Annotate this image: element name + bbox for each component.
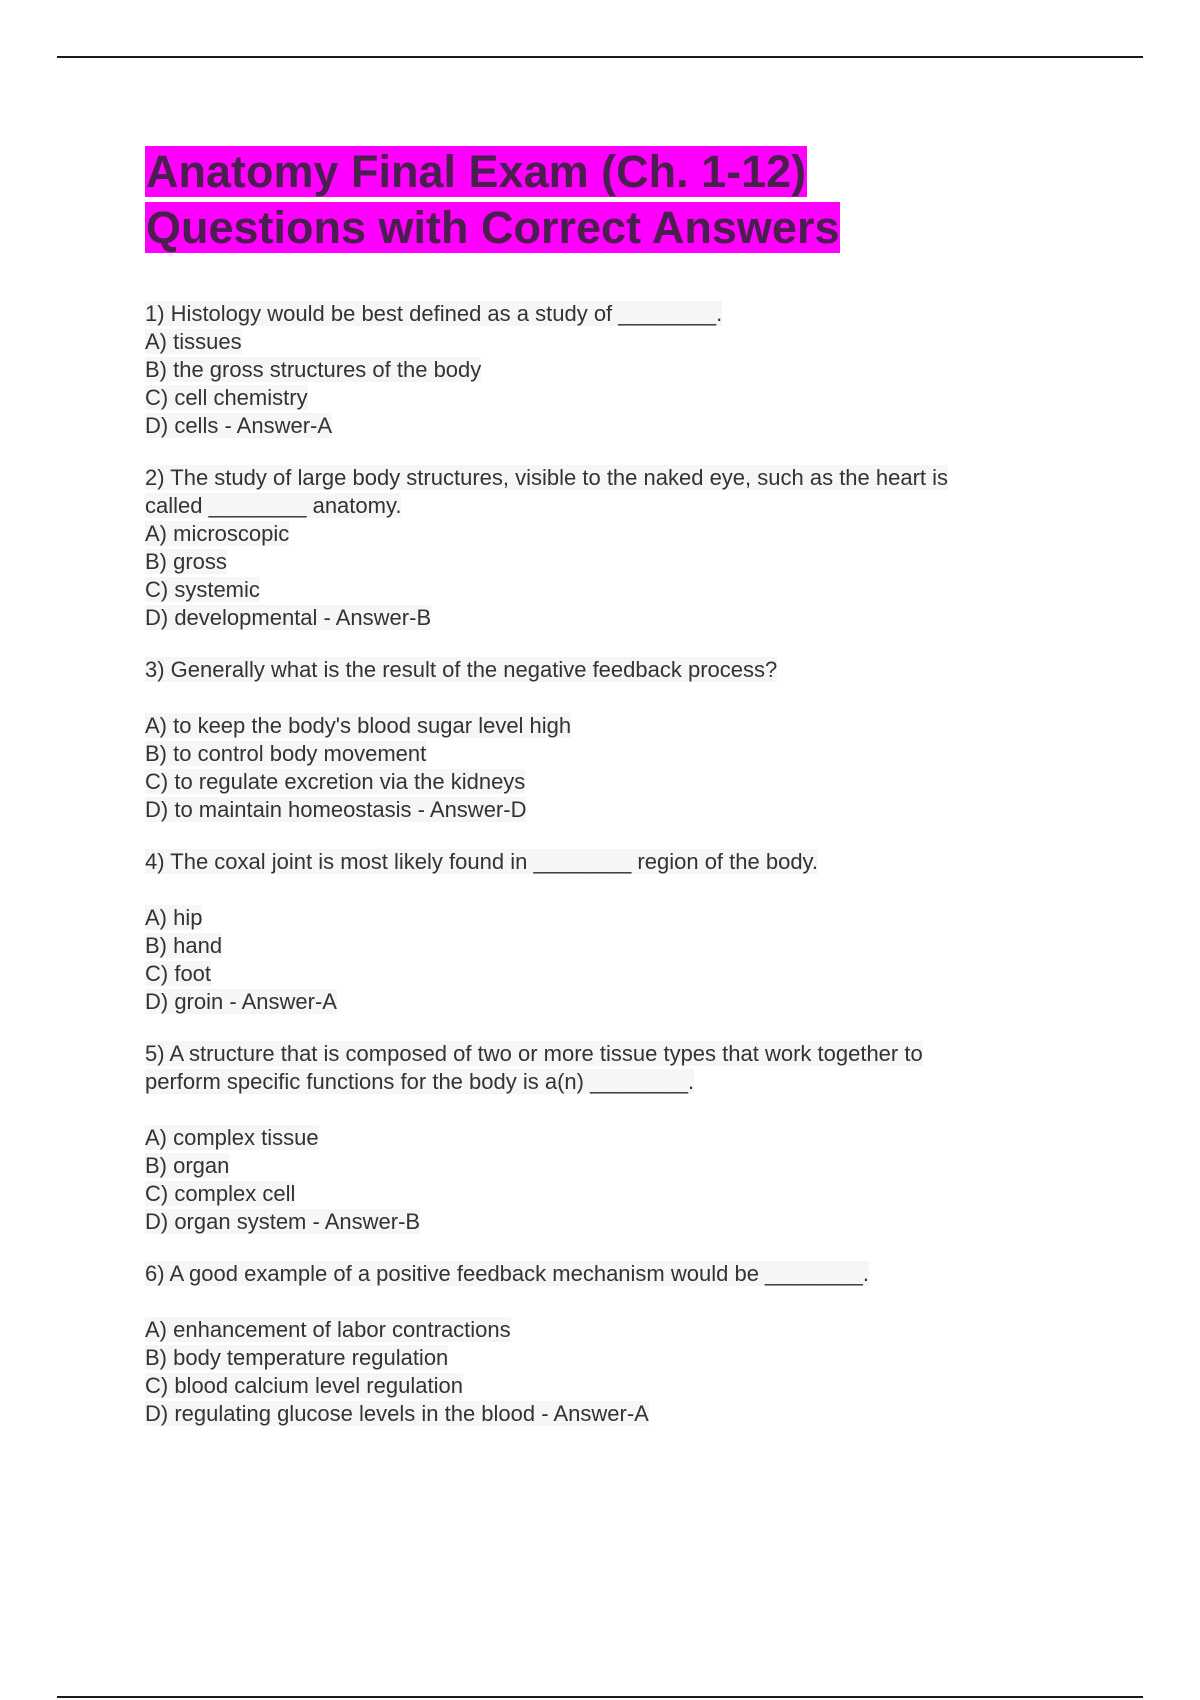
answer-option-d: D) groin - Answer-A [145,989,337,1014]
question-stem: 4) The coxal joint is most likely found in ________ region of the body. [145,849,819,874]
question-4 [145,848,1045,1016]
answer-option-c: C) to regulate excretion via the kidneys [145,769,526,794]
question-stem: 1) Histology would be best defined as a study of ________. [145,301,723,326]
answer-option-d: D) cells - Answer-A [145,413,333,438]
answer-option-c: C) systemic [145,577,260,602]
answer-option-d: D) regulating glucose levels in the blood - Answer-A [145,1401,649,1426]
question-stem: 5) A structure that is composed of two or more tissue types that work together to [145,1041,923,1066]
answer-option-b: B) hand [145,933,223,958]
question-stem: 3) Generally what is the result of the negative feedback process? [145,657,778,682]
answer-option-a: A) enhancement of labor contractions [145,1317,511,1342]
question-2 [145,464,1045,632]
question-stem-continued: called ________ anatomy. [145,493,402,518]
document-body [145,144,1045,1452]
title-line-1: Anatomy Final Exam (Ch. 1-12) [146,146,807,197]
question-6 [145,1260,1045,1428]
answer-option-a: A) hip [145,905,203,930]
answer-option-b: B) to control body movement [145,741,427,766]
answer-option-c: C) foot [145,961,212,986]
question-stem: 2) The study of large body structures, visible to the naked eye, such as the heart is [145,465,949,490]
top-rule [57,56,1143,58]
answer-option-a: A) tissues [145,329,242,354]
answer-option-b: B) body temperature regulation [145,1345,449,1370]
answer-option-c: C) blood calcium level regulation [145,1373,463,1398]
answer-option-b: B) the gross structures of the body [145,357,482,382]
answer-option-a: A) microscopic [145,521,290,546]
answer-option-a: A) complex tissue [145,1125,319,1150]
answer-option-c: C) complex cell [145,1181,296,1206]
answer-option-b: B) organ [145,1153,230,1178]
question-1 [145,300,1045,440]
answer-option-d: D) developmental - Answer-B [145,605,432,630]
answer-option-a: A) to keep the body's blood sugar level high [145,713,572,738]
question-5 [145,1040,1045,1236]
document-title [145,144,1045,256]
answer-option-d: D) to maintain homeostasis - Answer-D [145,797,527,822]
answer-option-d: D) organ system - Answer-B [145,1209,421,1234]
question-stem-continued: perform specific functions for the body is a(n) ________. [145,1069,695,1094]
question-stem: 6) A good example of a positive feedback mechanism would be ________. [145,1261,870,1286]
question-3 [145,656,1045,824]
answer-option-b: B) gross [145,549,227,574]
bottom-rule [57,1696,1143,1698]
question-list [145,300,1045,1428]
title-line-2: Questions with Correct Answers [146,202,840,253]
answer-option-c: C) cell chemistry [145,385,308,410]
